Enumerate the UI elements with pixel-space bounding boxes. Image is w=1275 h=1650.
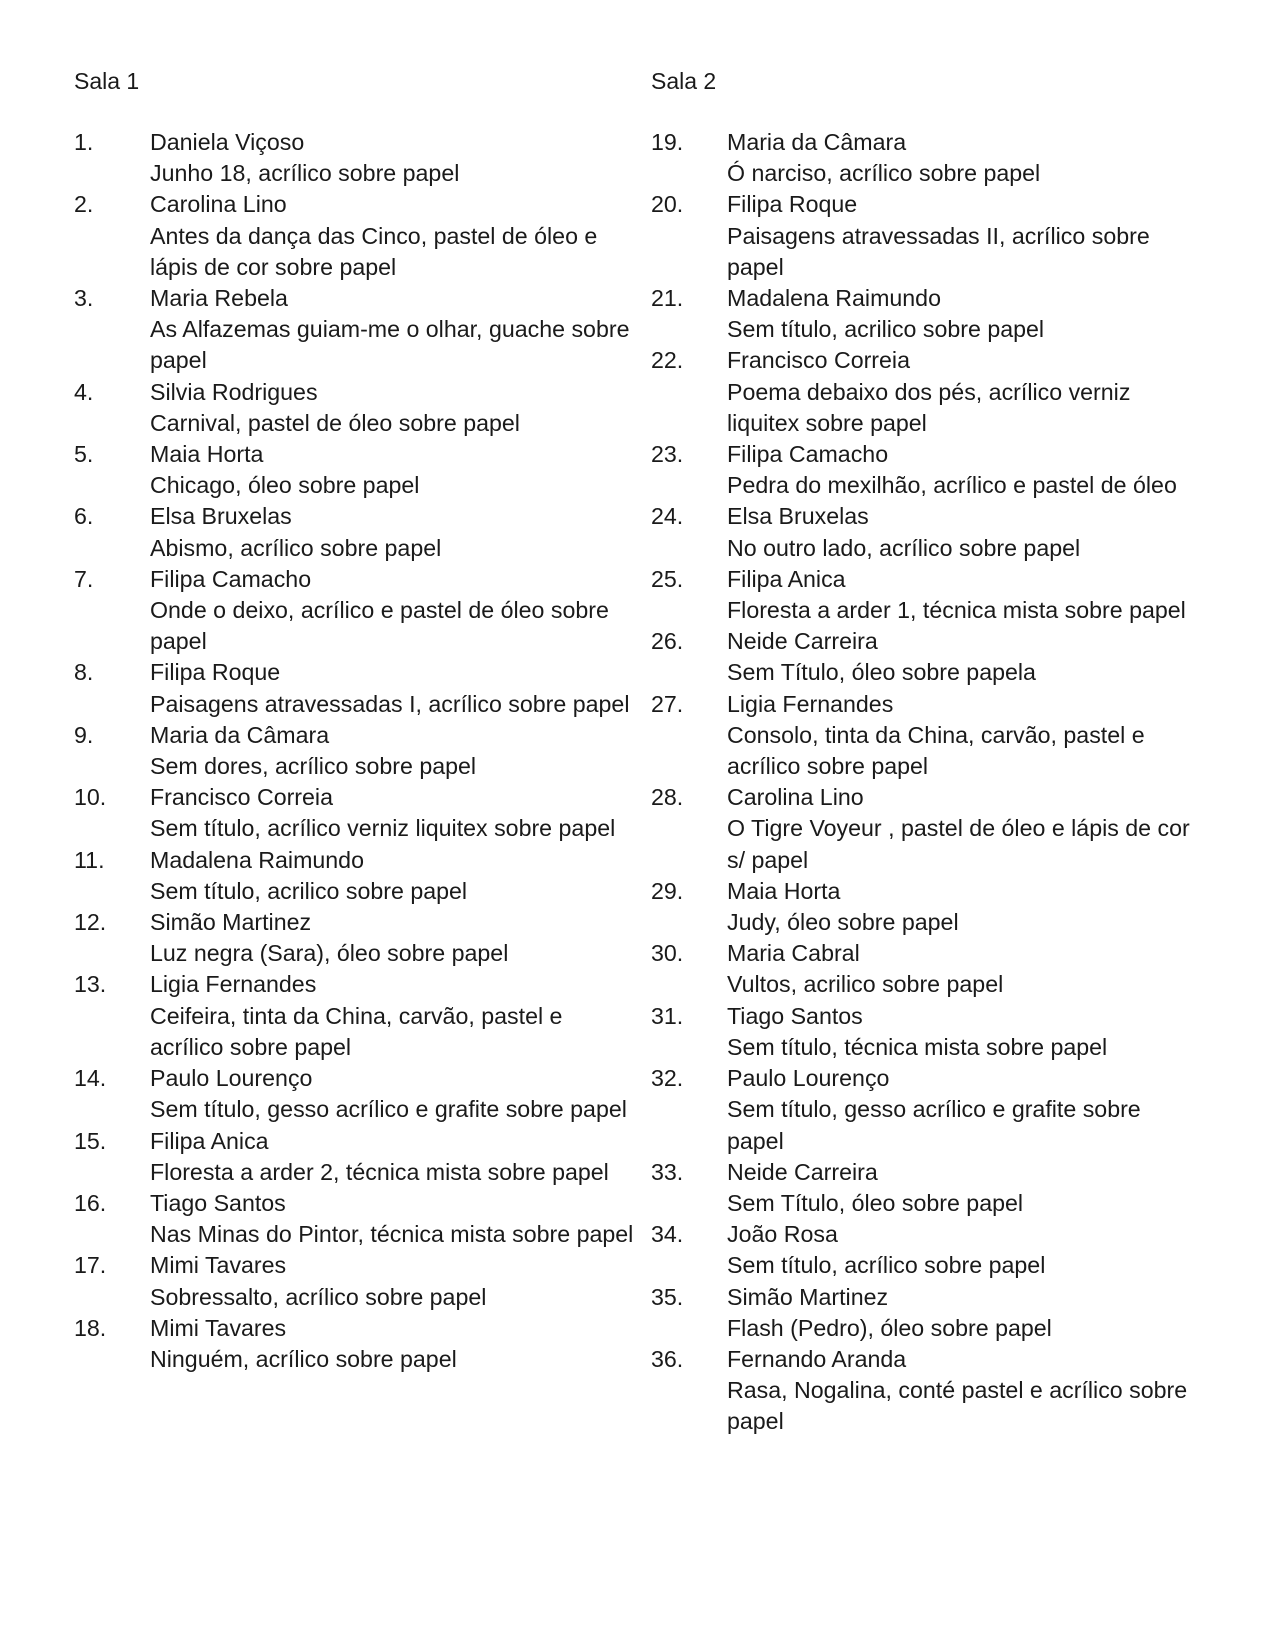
item-details [727, 782, 1201, 876]
item-number: 25. [651, 565, 684, 592]
work-description: Antes da dança das Cinco, pastel de óleo e lápis de cor sobre papel [150, 222, 598, 280]
item-number: 23. [651, 441, 684, 468]
artist-name: Carolina Lino [727, 784, 864, 811]
artist-name: Maia Horta [727, 877, 841, 904]
artist-name: Ligia Fernandes [727, 690, 894, 717]
work-description: Ninguém, acrílico sobre papel [150, 1345, 457, 1372]
artist-name: João Rosa [727, 1221, 838, 1248]
item-number: 27. [651, 690, 684, 717]
work-description: Abismo, acrílico sobre papel [150, 534, 442, 561]
artist-name: Paulo Lourenço [727, 1065, 890, 1092]
item-number: 10. [74, 784, 107, 811]
item-details [727, 127, 1201, 189]
item-details [727, 283, 1201, 345]
artist-name: Neide Carreira [727, 1158, 878, 1185]
list-item [74, 283, 634, 377]
work-description: Nas Minas do Pintor, técnica mista sobre papel [150, 1221, 634, 1248]
work-description: Floresta a arder 1, técnica mista sobre papel [727, 597, 1186, 624]
artist-name: Elsa Bruxelas [727, 503, 869, 530]
item-details [727, 938, 1201, 1000]
work-description: Sem título, técnica mista sobre papel [727, 1033, 1108, 1060]
work-description: Sem dores, acrílico sobre papel [150, 753, 477, 780]
work-description: Flash (Pedro), óleo sobre papel [727, 1314, 1052, 1341]
item-number: 15. [74, 1127, 107, 1154]
item-details [727, 564, 1201, 626]
item-details [727, 1219, 1201, 1281]
artist-name: Carolina Lino [150, 191, 287, 218]
list-item [74, 189, 634, 283]
item-number: 24. [651, 503, 684, 530]
list-item [651, 689, 1201, 783]
item-details [150, 439, 634, 501]
list-item [651, 938, 1201, 1000]
room-column [74, 66, 634, 1375]
work-description: Sem título, acrilico sobre papel [727, 316, 1045, 343]
list-item [74, 1188, 634, 1250]
list-item [651, 782, 1201, 876]
list-item [74, 845, 634, 907]
list-item [74, 657, 634, 719]
work-description: Poema debaixo dos pés, acrílico verniz liquitex sobre papel [727, 378, 1131, 436]
artist-name: Maria Cabral [727, 940, 860, 967]
work-description: O Tigre Voyeur , pastel de óleo e lápis de cor s/ papel [727, 815, 1190, 873]
item-number: 29. [651, 877, 684, 904]
list-item [651, 876, 1201, 938]
work-description: Sobressalto, acrílico sobre papel [150, 1283, 487, 1310]
artist-name: Filipa Roque [727, 191, 858, 218]
work-description: Onde o deixo, acrílico e pastel de óleo sobre papel [150, 597, 609, 655]
artist-name: Mimi Tavares [150, 1314, 287, 1341]
list-item [74, 439, 634, 501]
item-number: 8. [74, 659, 94, 686]
artist-name: Filipa Anica [150, 1127, 269, 1154]
item-details [150, 1188, 634, 1250]
item-number: 31. [651, 1002, 684, 1029]
list-item [74, 969, 634, 1063]
item-details [150, 782, 634, 844]
artist-name: Maria da Câmara [727, 129, 907, 155]
work-description: Sem Título, óleo sobre papel [727, 1189, 1024, 1216]
work-description: Luz negra (Sara), óleo sobre papel [150, 940, 509, 967]
artist-name: Silvia Rodrigues [150, 378, 318, 405]
work-description: Paisagens atravessadas II, acrílico sobre papel [727, 222, 1150, 280]
list-item [651, 1282, 1201, 1344]
item-number: 4. [74, 378, 94, 405]
artist-name: Mimi Tavares [150, 1252, 287, 1279]
work-description: Sem Título, óleo sobre papela [727, 659, 1036, 686]
room-title: Sala 2 [651, 68, 717, 94]
item-number: 7. [74, 565, 94, 592]
work-description: Sem título, acrilico sobre papel [150, 877, 468, 904]
item-number: 16. [74, 1189, 107, 1216]
item-number: 20. [651, 191, 684, 218]
list-item [74, 1126, 634, 1188]
list-item [74, 720, 634, 782]
item-details [727, 439, 1201, 501]
work-description: Sem título, gesso acrílico e grafite sobre papel [727, 1096, 1141, 1154]
item-number: 33. [651, 1158, 684, 1185]
item-number: 28. [651, 784, 684, 811]
item-number: 11. [74, 846, 105, 873]
work-description: As Alfazemas guiam-me o olhar, guache sobre papel [150, 316, 630, 374]
work-description: Vultos, acrilico sobre papel [727, 971, 1004, 998]
list-item [74, 1063, 634, 1125]
item-details [727, 501, 1201, 563]
artist-name: Ligia Fernandes [150, 971, 317, 998]
list-item [651, 501, 1201, 563]
list-item [651, 345, 1201, 439]
work-description: Floresta a arder 2, técnica mista sobre papel [150, 1158, 609, 1185]
item-details [727, 189, 1201, 283]
artist-name: Filipa Anica [727, 565, 846, 592]
list-item [74, 127, 634, 189]
item-number: 22. [651, 347, 684, 374]
item-number: 14. [74, 1065, 107, 1092]
work-description: Carnival, pastel de óleo sobre papel [150, 409, 520, 436]
list-item [74, 907, 634, 969]
artist-name: Maria Rebela [150, 285, 288, 312]
artist-name: Fernando Aranda [727, 1345, 907, 1372]
work-description: Chicago, óleo sobre papel [150, 472, 420, 499]
item-details [727, 345, 1201, 439]
item-number: 19. [651, 129, 684, 155]
item-number: 13. [74, 971, 107, 998]
list-item [651, 1001, 1201, 1063]
work-description: Sem título, gesso acrílico e grafite sobre papel [150, 1096, 627, 1123]
work-description: Pedra do mexilhão, acrílico e pastel de óleo [727, 472, 1177, 499]
item-details [150, 1250, 634, 1312]
work-description: Ó narciso, acrílico sobre papel [727, 160, 1041, 187]
item-number: 18. [74, 1314, 107, 1341]
list-item [74, 1313, 634, 1375]
artist-name: Filipa Camacho [727, 441, 889, 468]
work-description: Ceifeira, tinta da China, carvão, pastel e acrílico sobre papel [150, 1002, 563, 1060]
item-number: 32. [651, 1065, 684, 1092]
work-description: Paisagens atravessadas I, acrílico sobre papel [150, 690, 630, 717]
artist-name: Elsa Bruxelas [150, 503, 292, 530]
artist-name: Neide Carreira [727, 628, 878, 655]
list-item [651, 1219, 1201, 1281]
list-item [74, 501, 634, 563]
item-number: 12. [74, 909, 107, 936]
item-details [150, 657, 634, 719]
artist-name: Tiago Santos [150, 1189, 286, 1216]
list-item [651, 1344, 1201, 1438]
room-column [651, 66, 1201, 1438]
item-details [727, 1063, 1201, 1157]
work-description: Sem título, acrílico sobre papel [727, 1252, 1046, 1279]
item-number: 9. [74, 721, 94, 748]
item-details [150, 1063, 634, 1125]
work-description: Rasa, Nogalina, conté pastel e acrílico sobre papel [727, 1377, 1188, 1435]
item-number: 26. [651, 628, 684, 655]
list-item [651, 1157, 1201, 1219]
item-details [150, 1313, 634, 1375]
list-item [74, 377, 634, 439]
artist-name: Filipa Camacho [150, 565, 312, 592]
item-details [727, 876, 1201, 938]
artist-name: Maia Horta [150, 441, 264, 468]
list-item [651, 283, 1201, 345]
artist-name: Madalena Raimundo [727, 285, 941, 312]
item-details [150, 1126, 634, 1188]
list-item [74, 564, 634, 658]
work-description: Consolo, tinta da China, carvão, pastel e acrílico sobre papel [727, 721, 1145, 780]
item-number: 17. [74, 1252, 107, 1279]
artist-name: Tiago Santos [727, 1002, 863, 1029]
list-item [651, 439, 1201, 501]
artist-name: Madalena Raimundo [150, 846, 364, 873]
item-number: 3. [74, 285, 94, 312]
list-item [651, 626, 1201, 688]
item-number: 21. [651, 285, 684, 312]
item-number: 30. [651, 940, 684, 967]
item-number: 5. [74, 441, 94, 468]
list-item [651, 564, 1201, 626]
work-description: Judy, óleo sobre papel [727, 909, 959, 936]
item-number: 1. [74, 129, 94, 155]
item-details [727, 1282, 1201, 1344]
item-number: 6. [74, 503, 94, 530]
list-item [651, 189, 1201, 283]
list-item [74, 1250, 634, 1312]
artist-name: Daniela Viçoso [150, 129, 305, 155]
item-details [727, 1344, 1201, 1438]
work-description: Sem título, acrílico verniz liquitex sobre papel [150, 815, 616, 842]
list-item [651, 127, 1201, 189]
item-details [150, 907, 634, 969]
item-details [150, 845, 634, 907]
item-details [150, 127, 634, 189]
item-details [727, 626, 1201, 688]
list-item [651, 1063, 1201, 1157]
item-number: 35. [651, 1283, 684, 1310]
item-details [150, 501, 634, 563]
room-title: Sala 1 [74, 68, 140, 94]
item-details [150, 377, 634, 439]
entry-list [651, 127, 1201, 1438]
artist-name: Filipa Roque [150, 659, 281, 686]
item-details [150, 564, 634, 658]
item-details [150, 720, 634, 782]
list-item [74, 782, 634, 844]
work-description: Junho 18, acrílico sobre papel [150, 160, 460, 187]
artist-name: Simão Martinez [727, 1283, 889, 1310]
item-details [150, 283, 634, 377]
artist-name: Maria da Câmara [150, 721, 330, 748]
artist-name: Simão Martinez [150, 909, 312, 936]
item-number: 36. [651, 1345, 684, 1372]
artist-name: Francisco Correia [727, 347, 910, 374]
entry-list [74, 127, 634, 1375]
artist-name: Paulo Lourenço [150, 1065, 313, 1092]
item-details [150, 969, 634, 1063]
work-description: No outro lado, acrílico sobre papel [727, 534, 1081, 561]
item-details [727, 1157, 1201, 1219]
artist-name: Francisco Correia [150, 784, 333, 811]
item-details [727, 1001, 1201, 1063]
item-details [727, 689, 1201, 783]
item-number: 2. [74, 191, 94, 218]
item-details [150, 189, 634, 283]
item-number: 34. [651, 1221, 684, 1248]
